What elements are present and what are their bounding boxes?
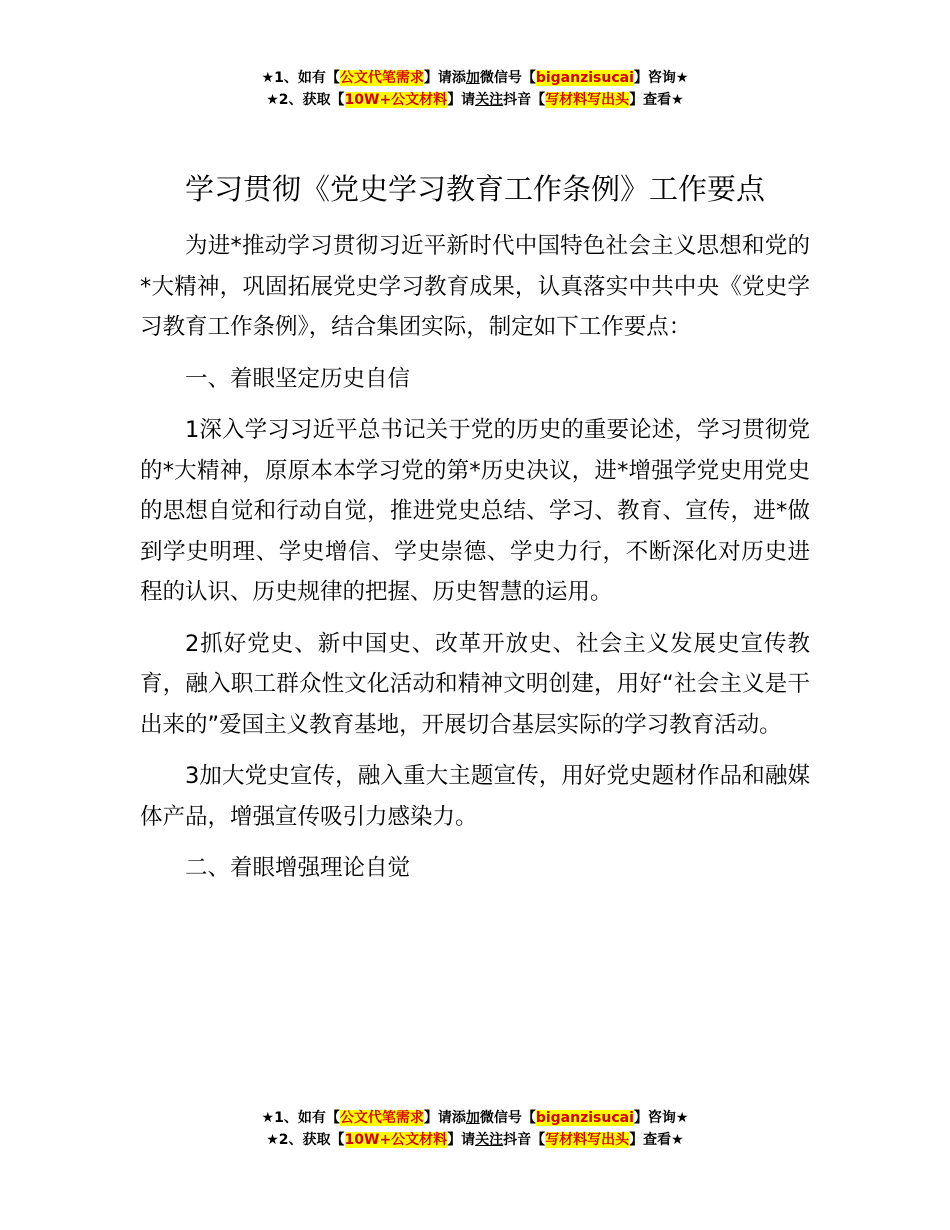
section-heading-1: 一、着眼坚定历史自信 bbox=[185, 365, 411, 392]
footer-ad-banner bbox=[0, 1107, 950, 1151]
ad-line-1: ★1、如有【公文代笔需求】请添加微信号【biganzisucai】咨询★ bbox=[261, 70, 689, 86]
ad-highlight: 公文代笔需求 bbox=[339, 1110, 424, 1126]
ad-wechat-id: biganzisucai bbox=[535, 1110, 634, 1126]
item-paragraph-2: 2抓好党史、新中国史、改革开放史、社会主义发展史宣传教育，融入职工群众性文化活动和精神文明创建，用好“社会主义是干出来的”爱国主义教育基地，开展切合基层实际的学习教育活动。 bbox=[140, 630, 810, 738]
ad-douyin-name: 写材料写出头 bbox=[545, 1132, 630, 1148]
ad-line-1: ★1、如有【公文代笔需求】请添加微信号【biganzisucai】咨询★ bbox=[261, 1110, 689, 1126]
ad-highlight: 公文代笔需求 bbox=[339, 70, 424, 86]
header-ad-banner bbox=[0, 67, 950, 111]
item-paragraph-3: 3加大党史宣传，融入重大主题宣传，用好党史题材作品和融媒体产品，增强宣传吸引力感染力。 bbox=[140, 763, 810, 830]
intro-paragraph: 为进*推动学习贯彻习近平新时代中国特色社会主义思想和党的*大精神，巩固拓展党史学习教育成果，认真落实中共中央《党史学习教育工作条例》，结合集团实际，制定如下工作要点： bbox=[140, 233, 810, 340]
document-body bbox=[140, 164, 810, 900]
ad-line-2: ★2、获取【10W+公文材料】请关注抖音【写材料写出头】查看★ bbox=[266, 92, 684, 108]
ad-douyin-name: 写材料写出头 bbox=[545, 92, 630, 108]
ad-wechat-id: biganzisucai bbox=[535, 70, 634, 86]
document-title: 学习贯彻《党史学习教育工作条例》工作要点 bbox=[184, 172, 765, 206]
ad-highlight: 10W+公文材料 bbox=[344, 1132, 448, 1148]
item-paragraph-1: 1深入学习习近平总书记关于党的历史的重要论述，学习贯彻党的*大精神，原原本本学习党的第*历史决议，进*增强学党史用党史的思想自觉和行动自觉，推进党史总结、学习、教育、宣传，进*做到学史明理、学史增信、学史崇德、学史力行，不断深化对历史进程的认识、历史规律的把握、历史智慧的运用。 bbox=[140, 417, 810, 605]
ad-line-2: ★2、获取【10W+公文材料】请关注抖音【写材料写出头】查看★ bbox=[266, 1132, 684, 1148]
ad-highlight: 10W+公文材料 bbox=[344, 92, 448, 108]
section-heading-2: 二、着眼增强理论自觉 bbox=[185, 855, 411, 881]
